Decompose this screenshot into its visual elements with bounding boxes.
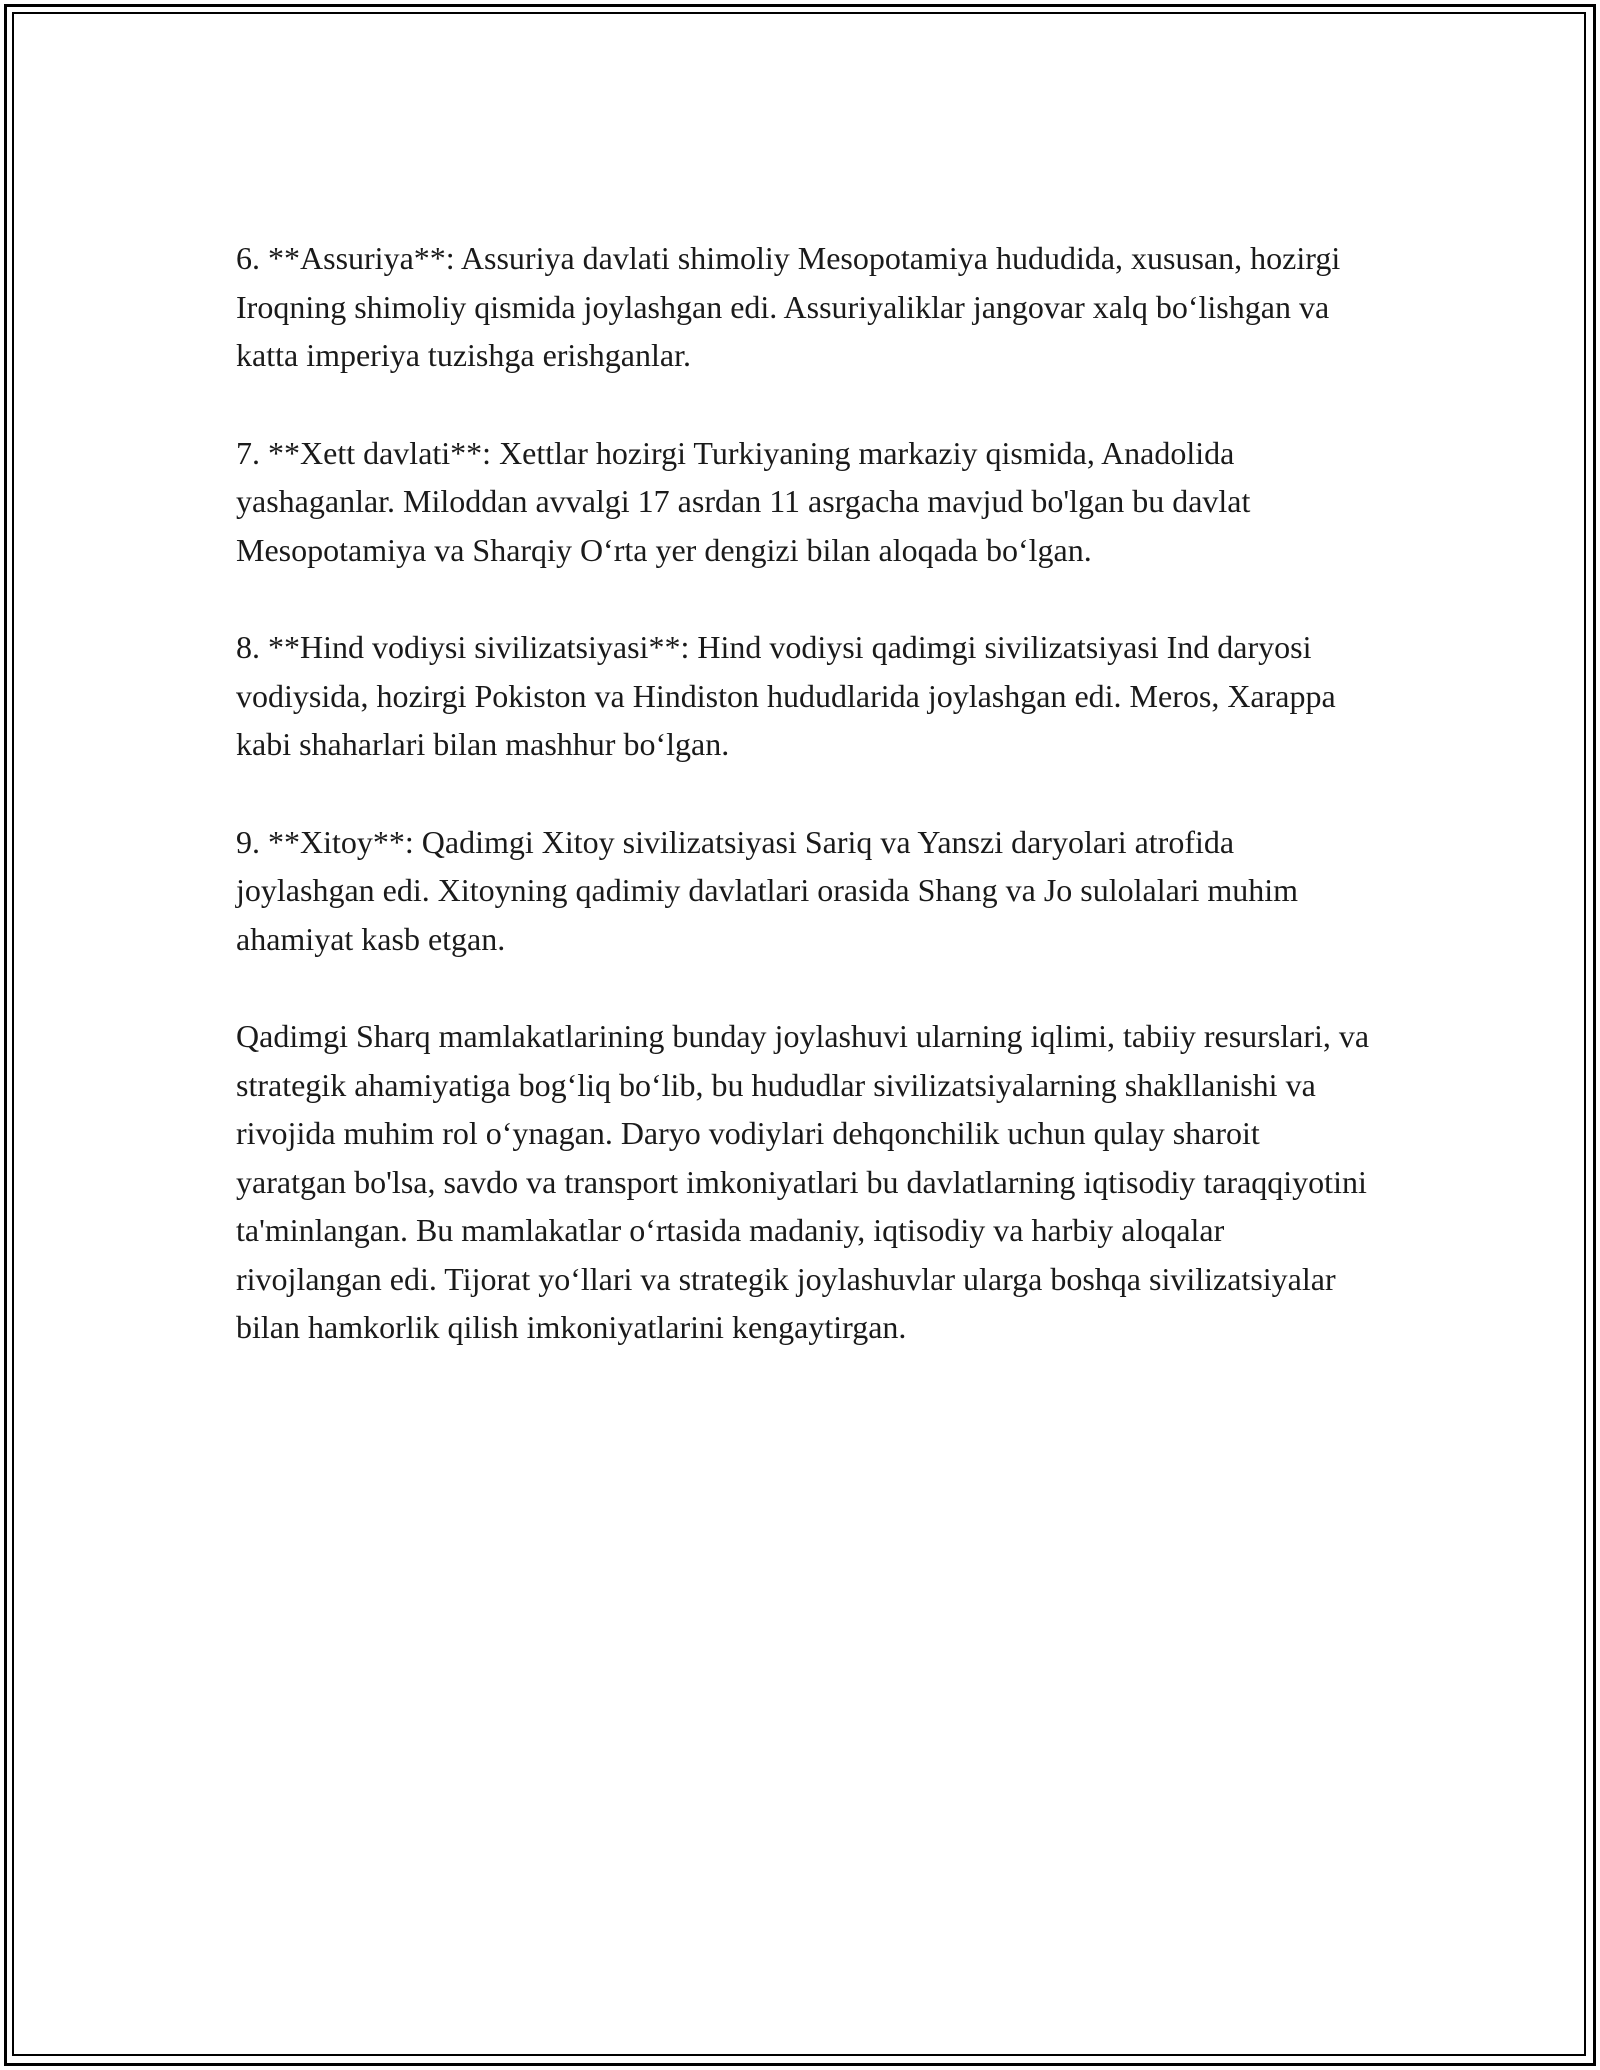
- paragraph-xitoy: 9. **Xitoy**: Qadimgi Xitoy sivilizatsiyasi Sariq va Yanszi daryolari atrofida joylashgan edi. Xitoyning qadimiy davlatlari orasida Shang va Jo sulolalari muhim ahamiyat kasb etgan.: [236, 823, 1299, 957]
- document-body: [236, 234, 1376, 1401]
- paragraph-hind-vodiysi: 8. **Hind vodiysi sivilizatsiyasi**: Hind vodiysi qadimgi sivilizatsiyasi Ind daryosi vodiysida, hozirgi Pokiston va Hindiston hududlarida joylashgan edi. Meros, Xarappa kabi shaharlari bilan mashhur bo‘lgan.: [236, 629, 1336, 762]
- paragraph-xett-davlati: 7. **Xett davlati**: Xettlar hozirgi Turkiyaning markaziy qismida, Anadolida yashaganlar. Miloddan avvalgi 17 asrdan 11 asrgacha mavjud bo'lgan bu davlat Mesopotamiya va Sharqiy O‘rta yer dengizi bilan aloqada bo‘lgan.: [236, 434, 1251, 568]
- paragraph-conclusion: Qadimgi Sharq mamlakatlarining bunday joylashuvi ularning iqlimi, tabiiy resurslari, va strategik ahamiyatiga bog‘liq bo‘lib, bu hududlar sivilizatsiyalarning shakllanishi va rivojida muhim rol o‘ynagan. Daryo vodiylari dehqonchilik uchun qulay sharoit yaratgan bo'lsa, savdo va transport imkoniyatlari bu davlatlarning iqtisodiy taraqqiyotini ta'minlangan. Bu mamlakatlar o‘rtasida madaniy, iqtisodiy va harbiy aloqalar rivojlangan edi. Tijorat yo‘llari va strategik joylashuvlar ularga boshqa sivilizatsiyalar bilan hamkorlik qilish imkoniyatlarini kengaytirgan.: [236, 1018, 1370, 1345]
- paragraph-assuriya: 6. **Assuriya**: Assuriya davlati shimoliy Mesopotamiya hududida, xususan, hozirgi Iroqning shimoliy qismida joylashgan edi. Assuriyaliklar jangovar xalq bo‘lishgan va katta imperiya tuzishga erishganlar.: [236, 240, 1341, 373]
